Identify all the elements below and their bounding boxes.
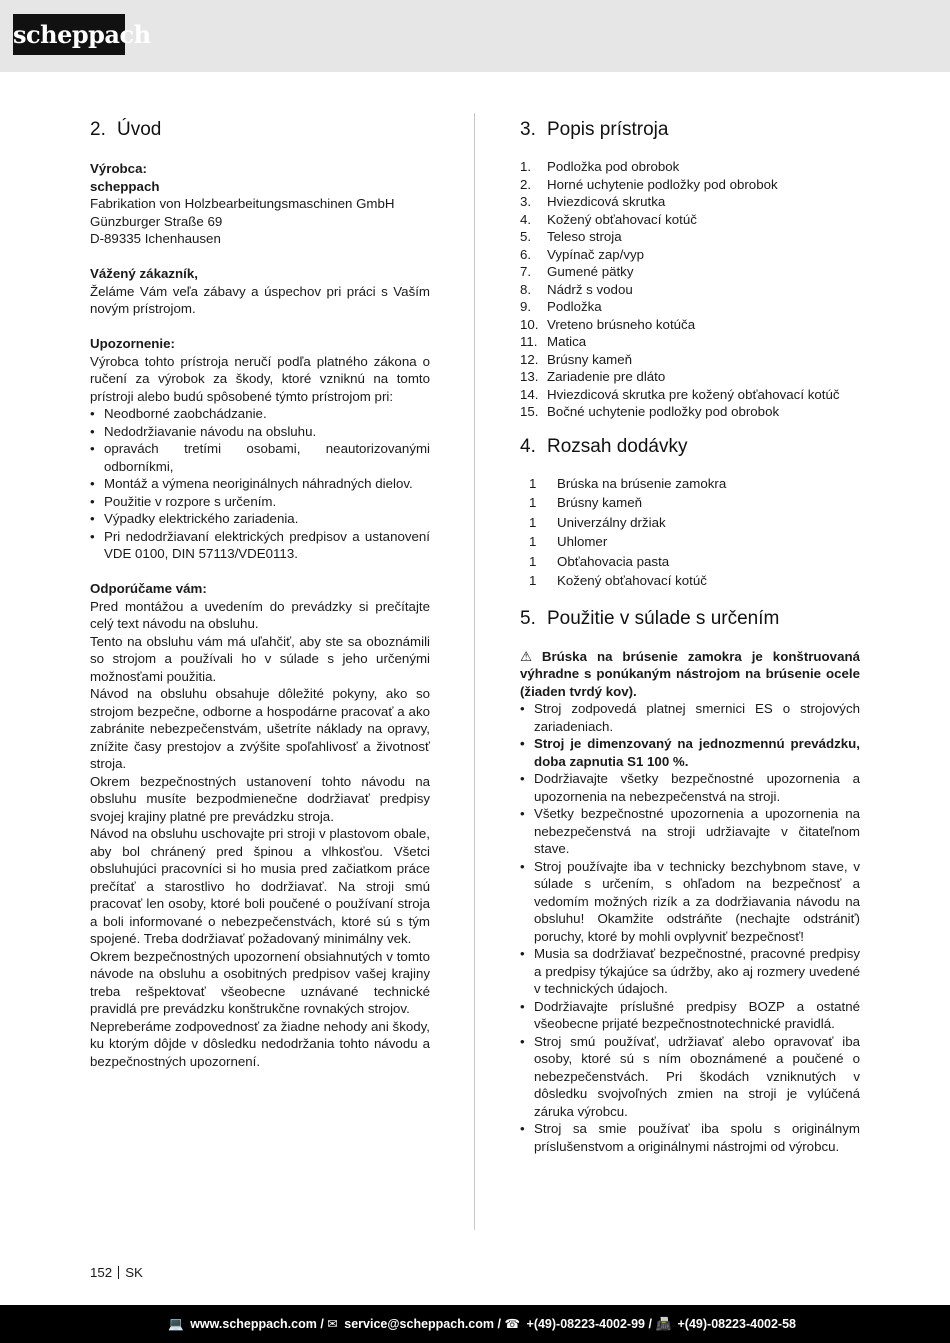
list-item: 4. Kožený obťahovací kotúč: [520, 211, 697, 227]
page-number-separator: [118, 1266, 119, 1279]
notice-text: Výrobca tohto prístroja neručí podľa platného zákona o ručení za výrobok za škody, ktoré vzniknú na tomto prístroji alebo budú spôsobené týmto prístrojom pri:: [90, 353, 430, 404]
list-item: 1 Kožený obťahovací kotúč: [529, 573, 707, 588]
list-item: 3. Hviezdicová skrutka: [520, 194, 666, 209]
list-item: 9. Podložka: [520, 299, 602, 314]
list-item: 2. Horné uchytenie podložky pod obrobok: [520, 176, 778, 192]
greeting-label: Vážený zákazník,: [90, 266, 198, 281]
scope-list: [520, 474, 860, 591]
address-line: Fabrikation von Holzbearbeitungsmaschinen GmbH: [90, 196, 395, 211]
list-item: • Stroj je dimenzovaný na jednozmennú prevádzku, doba zapnutia S1 100 %.: [520, 736, 860, 769]
list-item: • Stroj zodpovedá platnej smernici ES o strojových zariadeniach.: [520, 701, 860, 734]
list-item: • opravách tretími osobami, neautorizovanými odborníkmi,: [90, 441, 430, 474]
list-item: • Stroj používajte iba v technicky bezchybnom stave, v súlade s určením, s ohľadom na bezpečnosť a vedomím možných rizík a za dodržiavania návodu na obsluhu! Okamžite odstráňte (nechajte odstrániť) poruchy, ktoré by mohli ovplyvniť bezpečnosť!: [520, 858, 860, 944]
section-heading-intended-use: 5. Použitie v súlade s určením: [520, 607, 780, 629]
paragraph: Nepreberáme zodpovednosť za žiadne nehody ani škody, ku ktorým dôjde v dôsledku nedodržania tohto návodu a bezpečnostných upozornení.: [90, 1018, 430, 1069]
list-item: • Stroj smú používať, udržiavať alebo opravovať iba osoby, ktoré sú s ním oboznámené a poučené o nebezpečenstvách. Pri škodách vzniknutých v dôsledku svojvoľných zmien na stroji je vylúčená záruka výrobcu.: [520, 1033, 860, 1119]
manufacturer-label: Výrobca:: [90, 161, 147, 176]
list-item: • Všetky bezpečnostné upozornenia a upozornenia na nebezpečenstvá na stroji udržiavajte v čitateľnom stave.: [520, 806, 860, 856]
list-item: 15. Bočné uchytenie podložky pod obrobok: [520, 404, 780, 419]
paragraph: Návod na obsluhu uschovajte pri stroji v plastovom obale, aby bol chránený pred špinou a vlhkosťou. Všetci obsluhujúci pracovníci si ho musia pred začiatkom práce prečítať a starostlivo ho dodržiavať. Na stroji smú pracovať len osoby, ktoré boli poučené o používaní stroja a boli informované o nebezpečenstvách, ktoré sú s tým spojené. Treba dodržiavať požadovaný minimálny vek.: [90, 826, 430, 946]
section-heading-scope: 4. Rozsah dodávky: [520, 435, 688, 457]
list-item: • Dodržiavajte príslušné predpisy BOZP a ostatné všeobecne prijaté bezpečnostnotechnické pravidlá.: [520, 998, 860, 1031]
list-item: 1. Podložka pod obrobok: [520, 159, 680, 174]
column-divider: [474, 113, 475, 1230]
paragraph: Okrem bezpečnostných ustanovení tohto návodu na obsluhu musíte bezpodmienečne dodržiavať predpisy svojej krajiny platné pre prevádzku stroja.: [90, 773, 430, 824]
list-item: 14. Hviezdicová skrutka pre kožený obťahovací kotúč: [520, 386, 840, 402]
address-line: Günzburger Straße 69: [90, 213, 223, 229]
paragraph: Návod na obsluhu obsahuje dôležité pokyny, ako so strojom bezpečne, odborne a hospodárne pracovať a ako zabránite nebezpečenstvám, ušetríte náklady na opravy, znížite časy prestojov a zvýšite spoľahlivosť a životnosť stroja.: [90, 686, 430, 771]
list-item: 1 Obťahovacia pasta: [529, 553, 670, 569]
section-heading-description: 3. Popis prístroja: [520, 119, 669, 140]
right-column: [520, 118, 860, 1155]
parts-list: [520, 158, 860, 421]
list-item: 13. Zariadenie pre dláto: [520, 369, 666, 384]
notice-label: Upozornenie:: [90, 336, 175, 351]
list-item: • Nedodržiavanie návodu na obsluhu.: [90, 423, 317, 439]
list-item: 12. Brúsny kameň: [520, 351, 632, 367]
paragraph: Pred montážou a uvedením do prevádzky si prečítajte celý text návodu na obsluhu.: [90, 598, 430, 631]
footer-website[interactable]: www.scheppach.com /: [190, 1317, 324, 1331]
list-item: • Použitie v rozpore s určením.: [90, 493, 277, 509]
manufacturer-name: scheppach: [90, 178, 160, 194]
list-item: • Montáž a výmena neoriginálnych náhradných dielov.: [90, 476, 413, 491]
recommend-label: Odporúčame vám:: [90, 581, 207, 596]
intended-use-text: [520, 648, 860, 1156]
notice-list: [90, 405, 430, 563]
list-item: • Musia sa dodržiavať bezpečnostné, pracovné predpisy a predpisy týkajúce sa údržby, ako aj rozmery uvedené v technických údajoch.: [520, 946, 860, 996]
footer-bar: [0, 1305, 950, 1343]
list-item: 10. Vreteno brúsneho kotúča: [520, 316, 696, 332]
list-item: • Neodborné zaobchádzanie.: [90, 406, 267, 421]
footer-fax: +(49)-08223-4002-58: [677, 1317, 796, 1331]
list-item: 11. Matica: [520, 334, 587, 349]
scheppach-logo: scheppach: [13, 14, 125, 55]
intro-text: [90, 160, 430, 1070]
list-item: 1 Univerzálny držiak: [529, 514, 666, 530]
left-column: [90, 118, 430, 1070]
list-item: 1 Brúsny kameň: [529, 495, 642, 510]
list-item: 6. Vypínač zap/vyp: [520, 246, 645, 262]
mail-icon: ✉: [327, 1317, 338, 1331]
phone-icon: ☎: [504, 1317, 521, 1331]
list-item: • Výpadky elektrického zariadenia.: [90, 511, 299, 526]
warning-text: ⚠ Brúska na brúsenie zamokra je konštruovaná výhradne s ponúkaným nástrojom na brúsenie ocele (žiaden tvrdý kov).: [520, 648, 860, 699]
paragraph: Tento na obsluhu vám má uľahčiť, aby ste sa oboznámili so strojom a používali ho v súlade s jeho určenými možnosťami použitia.: [90, 633, 430, 684]
list-item: • Stroj sa smie používať iba spolu s originálnym príslušenstvom a originálnymi nástrojmi od výrobcu.: [520, 1121, 860, 1154]
list-item: 8. Nádrž s vodou: [520, 281, 633, 297]
paragraph: Okrem bezpečnostných upozornení obsiahnutých v tomto návode na obsluhu a osobitných predpisov vašej krajiny treba rešpektovať všeobecne uznávané technické pravidlá pre prevádzku konštrukčne rovnakých strojov.: [90, 948, 430, 1016]
list-item: 7. Gumené pätky: [520, 264, 634, 279]
header-bar: [0, 0, 950, 72]
list-item: 5. Teleso stroja: [520, 229, 622, 244]
page-number: 152 SK: [90, 1265, 143, 1280]
section-heading-intro: 2. Úvod: [90, 119, 162, 140]
greeting-text: Želáme Vám veľa zábavy a úspechov pri práci s Vaším novým prístrojom.: [90, 283, 430, 316]
address-line: D-89335 Ichenhausen: [90, 231, 221, 246]
list-item: 1 Uhlomer: [529, 534, 608, 549]
intended-use-list: [520, 700, 860, 1155]
list-item: • Dodržiavajte všetky bezpečnostné upozornenia a upozornenia na nebezpečenstvá na stroji.: [520, 771, 860, 804]
fax-icon: 📠: [655, 1317, 672, 1331]
computer-icon: 💻: [168, 1317, 184, 1331]
footer-phone: +(49)-08223-4002-99 /: [526, 1317, 652, 1331]
list-item: 1 Brúska na brúsenie zamokra: [529, 475, 727, 491]
footer-email[interactable]: service@scheppach.com /: [344, 1317, 501, 1331]
warning-icon: ⚠: [520, 648, 532, 664]
list-item: • Pri nedodržiavaní elektrických predpisov a ustanovení VDE 0100, DIN 57113/VDE0113.: [90, 528, 430, 561]
